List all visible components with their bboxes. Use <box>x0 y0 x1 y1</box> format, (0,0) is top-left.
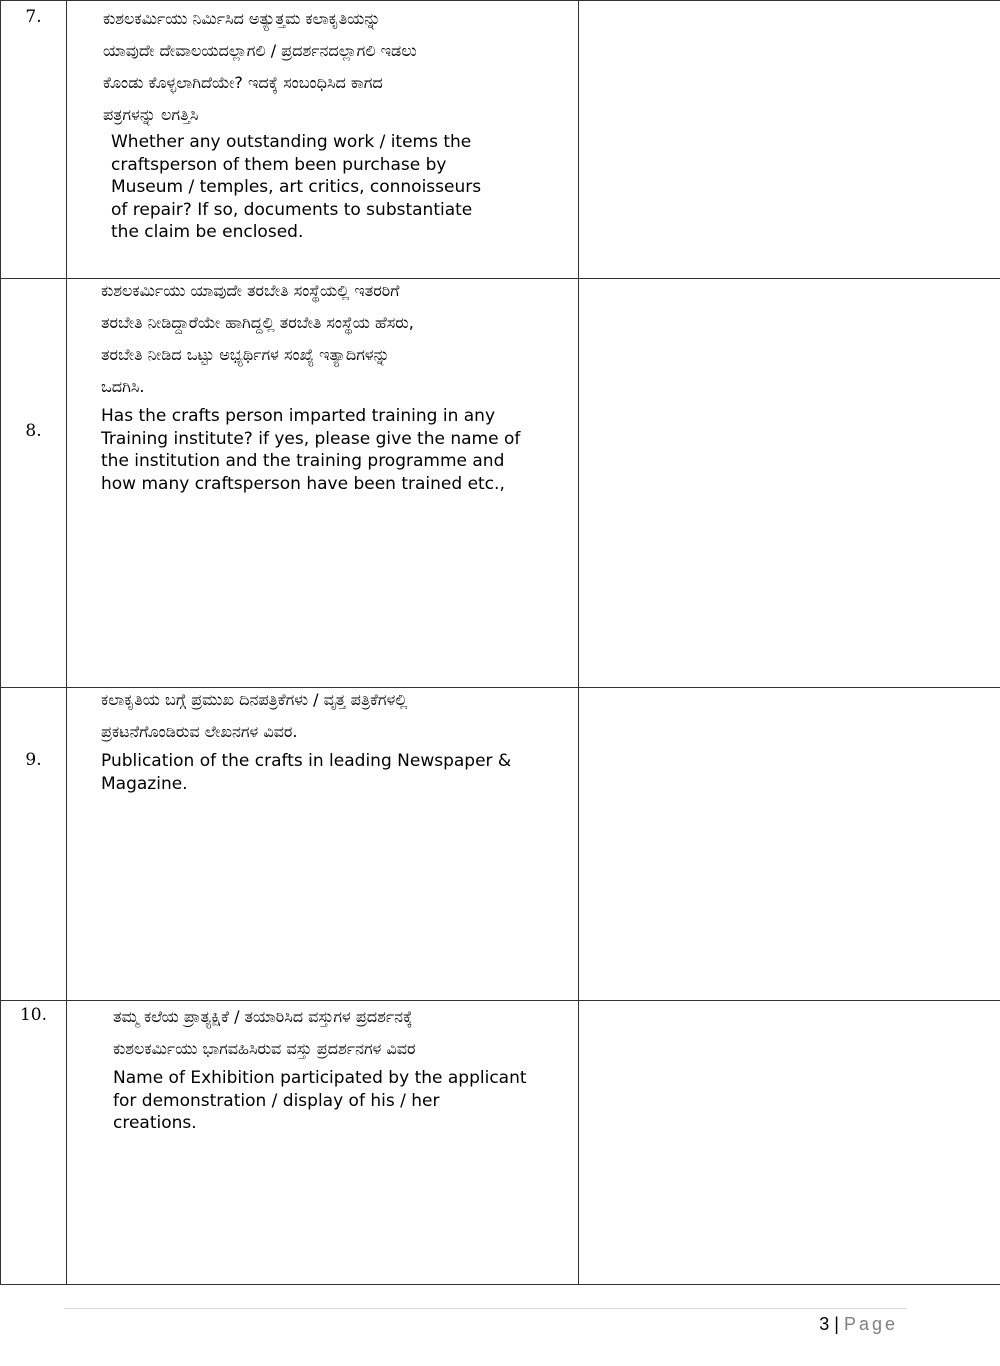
page-label: Page <box>843 1314 898 1334</box>
question-cell <box>67 279 579 688</box>
question-kannada: ಕುಶಲಕರ್ಮಿಯು ಯಾವುದೇ ತರಬೇತಿ ಸಂಸ್ಥೆಯಲ್ಲಿ ಇತರರಿಗೆ ತರಬೇತಿ ನೀಡಿದ್ದಾರೆಯೇ ಹಾಗಿದ್ದಲ್ಲಿ ತರಬೇತಿ ಸಂಸ್ಥೆಯ ಹೆಸರು, ತರಬೇತಿ ನೀಡಿದ ಒಟ್ಟು ಅಭ್ಯರ್ಥಿಗಳ ಸಂಖ್ಯೆ ಇತ್ಯಾದಿಗಳನ್ನು ಒದಗಿಸಿ. <box>101 281 414 396</box>
serial-number: 9. <box>25 750 42 770</box>
serial-number: 10. <box>19 1005 48 1025</box>
page-number: 3 <box>819 1314 830 1334</box>
question-cell <box>67 1001 579 1285</box>
question-cell <box>67 688 579 1001</box>
page-footer <box>819 1314 898 1335</box>
question-english: Whether any outstanding work / items the craftsperson of them been purchase by Museum / temples, art critics, connoisseurs of repair? If so, documents to substantiate the claim be enclosed. <box>111 132 482 243</box>
form-row-10 <box>1 1001 1000 1285</box>
serial-number: 7. <box>25 7 42 27</box>
serial-number-cell <box>1 688 67 1001</box>
form-row-7 <box>1 1 1000 279</box>
form-row-8 <box>1 279 1000 688</box>
footer-separator: | <box>834 1314 839 1334</box>
form-row-9 <box>1 688 1000 1001</box>
question-kannada: ಕುಶಲಕರ್ಮಿಯು ನಿರ್ಮಿಸಿದ ಅತ್ಯುತ್ತಮ ಕಲಾಕೃತಿಯನ್ನು ಯಾವುದೇ ದೇವಾಲಯದಲ್ಲಾಗಲಿ / ಪ್ರದರ್ಶನದಲ್ಲಾಗಲಿ ಇಡಲು ಕೊಂಡು ಕೊಳ್ಳಲಾಗಿದೆಯೇ? ಇದಕ್ಕೆ ಸಂಬಂಧಿಸಿದ ಕಾಗದ ಪತ್ರಗಳನ್ನು ಲಗತ್ತಿಸಿ <box>103 9 417 124</box>
footer-divider <box>64 1308 906 1309</box>
question-kannada: ಕಲಾಕೃತಿಯ ಬಗ್ಗೆ ಪ್ರಮುಖ ದಿನಪತ್ರಿಕೆಗಳು / ವೃತ್ತ ಪತ್ರಿಕೆಗಳಲ್ಲಿ ಪ್ರಕಟನೆಗೊಂಡಿರುವ ಲೇಖನಗಳ ವಿವರ. <box>101 690 408 741</box>
serial-number-cell <box>1 1001 67 1285</box>
answer-cell[interactable] <box>579 1 1000 279</box>
serial-number-cell <box>1 1 67 279</box>
question-english: Has the crafts person imparted training in any Training institute? if yes, please give the name of the institution and the training programme and how many craftsperson have been trained etc., <box>101 406 521 494</box>
answer-cell[interactable] <box>579 279 1000 688</box>
answer-cell[interactable] <box>579 1001 1000 1285</box>
answer-cell[interactable] <box>579 688 1000 1001</box>
question-english: Publication of the crafts in leading Newspaper & Magazine. <box>101 751 512 794</box>
question-kannada: ತಮ್ಮ ಕಲೆಯ ಪ್ರಾತ್ಯಕ್ಷಿಕೆ / ತಯಾರಿಸಿದ ವಸ್ತುಗಳ ಪ್ರದರ್ಶನಕ್ಕೆ ಕುಶಲಕರ್ಮಿಯು ಭಾಗವಹಿಸಿರುವ ವಸ್ತು ಪ್ರದರ್ಶನಗಳ ವಿವರ <box>113 1007 416 1058</box>
serial-number-cell <box>1 279 67 688</box>
question-english: Name of Exhibition participated by the applicant for demonstration / display of his / her creations. <box>113 1068 527 1134</box>
question-cell <box>67 1 579 279</box>
serial-number: 8. <box>25 421 42 441</box>
